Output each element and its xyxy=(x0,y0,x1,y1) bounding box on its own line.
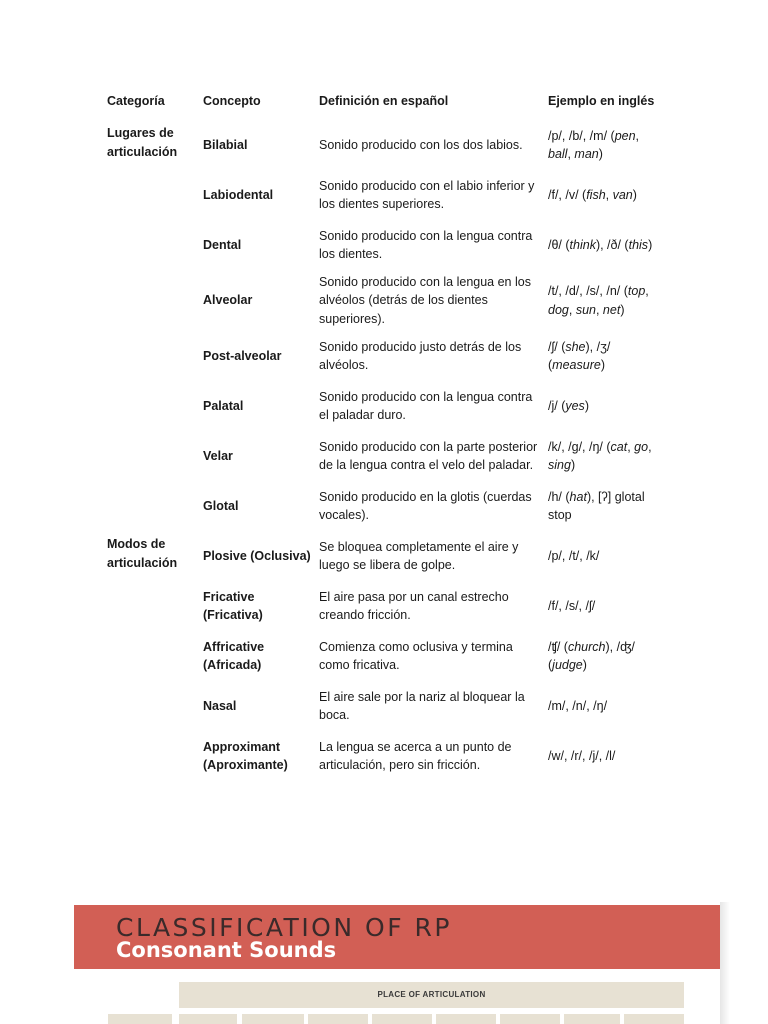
concept-cell: Palatal xyxy=(203,398,244,413)
definition-cell: Sonido producido con los dos labios. xyxy=(319,137,523,152)
table-header-row xyxy=(104,90,666,120)
concept-cell: Bilabial xyxy=(203,137,248,152)
category-cell: Lugares de articulación xyxy=(107,126,178,159)
chart-cell xyxy=(108,1014,172,1024)
concept-cell: Post-alveolar xyxy=(203,348,282,363)
rp-chart-image xyxy=(74,969,720,1024)
example-cell: /f/, /v/ (fish, van) xyxy=(548,187,637,202)
rp-classification-banner xyxy=(74,905,720,969)
banner-subtitle: Consonant Sounds xyxy=(116,938,337,962)
chart-cell xyxy=(500,1014,560,1024)
header-definicion: Definición en español xyxy=(319,94,449,108)
example-cell: /ʧ/ (church), /ʤ/ (judge) xyxy=(548,639,635,672)
concept-cell: Affricative (Africada) xyxy=(203,639,265,672)
example-cell: /p/, /t/, /k/ xyxy=(548,548,600,563)
image-edge-shadow xyxy=(720,902,730,1024)
definition-cell: Sonido producido con la parte posterior de la lengua contra el velo del paladar. xyxy=(319,439,538,472)
header-ejemplo: Ejemplo en inglés xyxy=(548,94,655,108)
header-concepto: Concepto xyxy=(203,94,261,108)
chart-cell xyxy=(179,1014,237,1024)
definition-cell: Sonido producido con el labio inferior y los dientes superiores. xyxy=(319,178,535,211)
header-categoria: Categoría xyxy=(107,94,165,108)
definition-cell: El aire sale por la nariz al bloquear la boca. xyxy=(319,689,525,722)
example-cell: /h/ (hat), [ʔ] glotal stop xyxy=(548,489,645,522)
definition-cell: La lengua se acerca a un punto de articulación, pero sin fricción. xyxy=(319,739,512,772)
definition-cell: Sonido producido con la lengua contra el paladar duro. xyxy=(319,389,533,422)
concept-cell: Glotal xyxy=(203,498,239,513)
table-row xyxy=(104,120,666,170)
concept-cell: Alveolar xyxy=(203,293,253,308)
concept-cell: Approximant (Aproximante) xyxy=(203,739,288,772)
chart-cell xyxy=(308,1014,368,1024)
example-cell: /θ/ (think), /ð/ (this) xyxy=(548,237,653,252)
example-cell: /p/, /b/, /m/ (pen, ball, man) xyxy=(548,128,640,161)
place-of-articulation-header: PLACE OF ARTICULATION xyxy=(179,982,684,1008)
example-cell: /w/, /r/, /j/, /l/ xyxy=(548,748,616,763)
chart-cell xyxy=(372,1014,432,1024)
chart-cell xyxy=(564,1014,620,1024)
definition-cell: Sonido producido justo detrás de los alvéolos. xyxy=(319,339,522,372)
concept-cell: Plosive (Oclusiva) xyxy=(203,548,311,563)
example-cell: /k/, /g/, /ŋ/ (cat, go, sing) xyxy=(548,439,652,472)
chart-cell xyxy=(242,1014,304,1024)
example-cell: /ʃ/ (she), /ʒ/ (measure) xyxy=(548,339,611,372)
concept-cell: Labiodental xyxy=(203,187,274,202)
example-cell: /t/, /d/, /s/, /n/ (top, dog, sun, net) xyxy=(548,284,649,317)
chart-cell xyxy=(624,1014,684,1024)
example-cell: /m/, /n/, /ŋ/ xyxy=(548,698,608,713)
concept-cell: Fricative (Fricativa) xyxy=(203,589,263,622)
concept-cell: Velar xyxy=(203,448,233,463)
definition-cell: Sonido producido en la glotis (cuerdas vocales). xyxy=(319,489,532,522)
concept-cell: Nasal xyxy=(203,698,237,713)
definition-cell: Se bloquea completamente el aire y luego se libera de golpe. xyxy=(319,539,519,572)
definition-cell: El aire pasa por un canal estrecho creando fricción. xyxy=(319,589,509,622)
table-row xyxy=(104,531,666,581)
definition-cell: Sonido producido con la lengua contra los dientes. xyxy=(319,228,533,261)
category-cell: Modos de articulación xyxy=(107,537,178,570)
phonetics-table xyxy=(104,90,666,781)
chart-cell xyxy=(436,1014,496,1024)
definition-cell: Sonido producido con la lengua en los alvéolos (detrás de los dientes superiores). xyxy=(319,274,531,326)
definition-cell: Comienza como oclusiva y termina como fricativa. xyxy=(319,639,513,672)
example-cell: /f/, /s/, /ʃ/ xyxy=(548,598,596,613)
concept-cell: Dental xyxy=(203,237,242,252)
banner-title: CLASSIFICATION OF RP xyxy=(116,913,452,942)
example-cell: /j/ (yes) xyxy=(548,398,589,413)
